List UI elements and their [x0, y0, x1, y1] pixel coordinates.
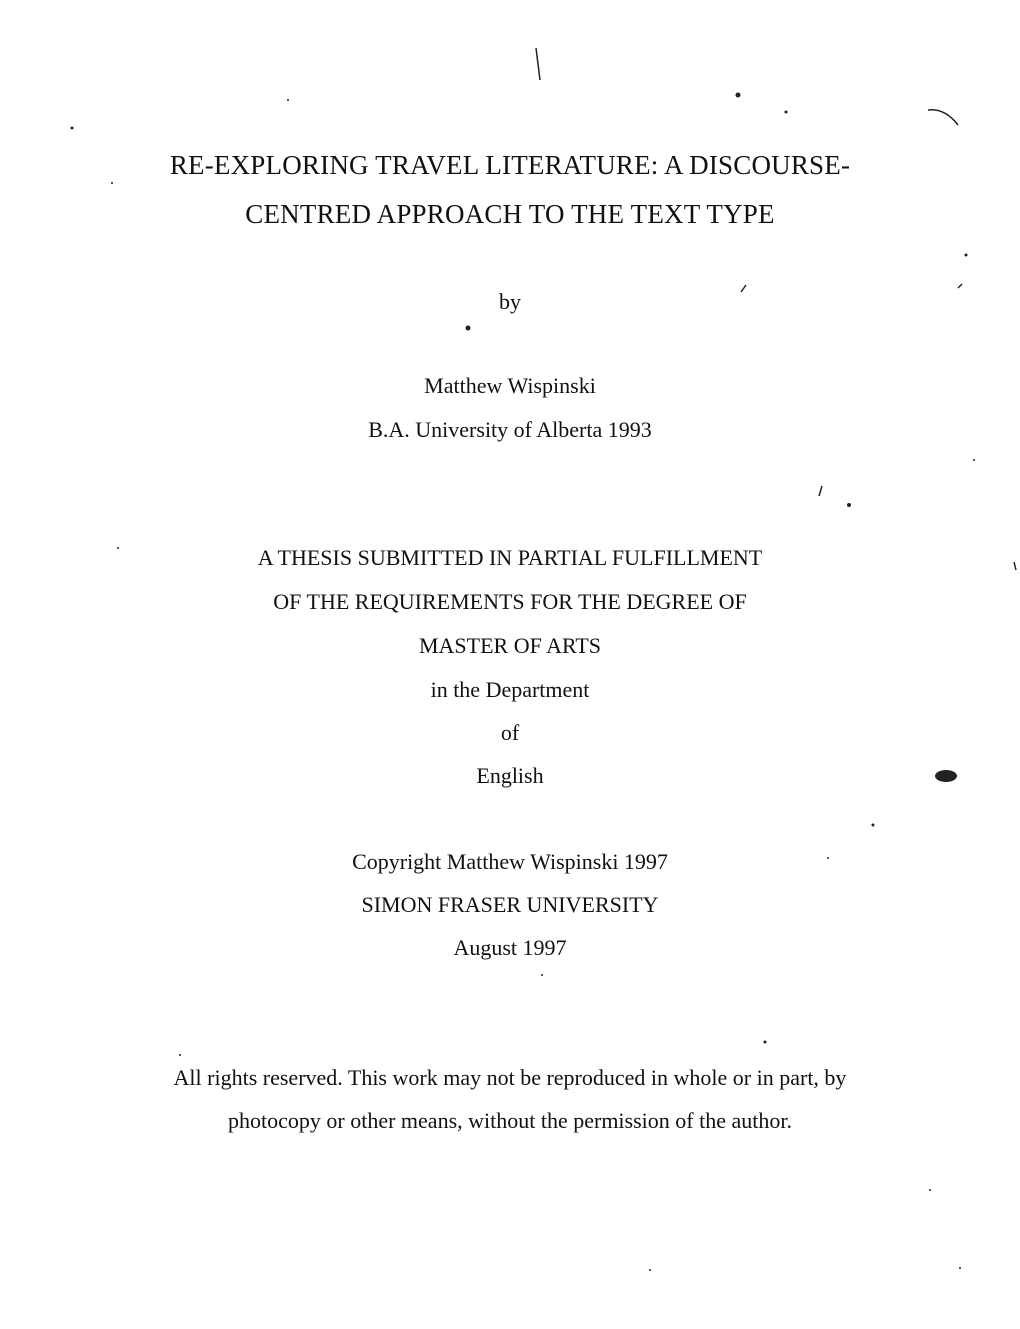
- department-of: of: [500, 720, 520, 745]
- thesis-title-line-1: RE-EXPLORING TRAVEL LITERATURE: A DISCOURSE-: [169, 150, 851, 180]
- author-degree: B.A. University of Alberta 1993: [368, 417, 652, 442]
- degree-name: MASTER OF ARTS: [418, 633, 602, 658]
- byline: by: [499, 289, 521, 314]
- department-label: in the Department: [430, 677, 590, 702]
- thesis-title-line-2: CENTRED APPROACH TO THE TEXT TYPE: [245, 199, 775, 229]
- thesis-statement-line-1: A THESIS SUBMITTED IN PARTIAL FULFILLMENT: [257, 545, 763, 570]
- submission-date: August 1997: [453, 935, 567, 960]
- thesis-statement-line-2: OF THE REQUIREMENTS FOR THE DEGREE OF: [273, 589, 747, 614]
- copyright-notice: Copyright Matthew Wispinski 1997: [352, 849, 668, 874]
- rights-statement-line-2: photocopy or other means, without the permission of the author.: [228, 1108, 792, 1133]
- institution-name: SIMON FRASER UNIVERSITY: [361, 892, 659, 917]
- author-name: Matthew Wispinski: [424, 373, 596, 398]
- department-name: English: [476, 763, 544, 788]
- rights-statement-line-1: All rights reserved. This work may not be reproduced in whole or in part, by: [173, 1065, 847, 1090]
